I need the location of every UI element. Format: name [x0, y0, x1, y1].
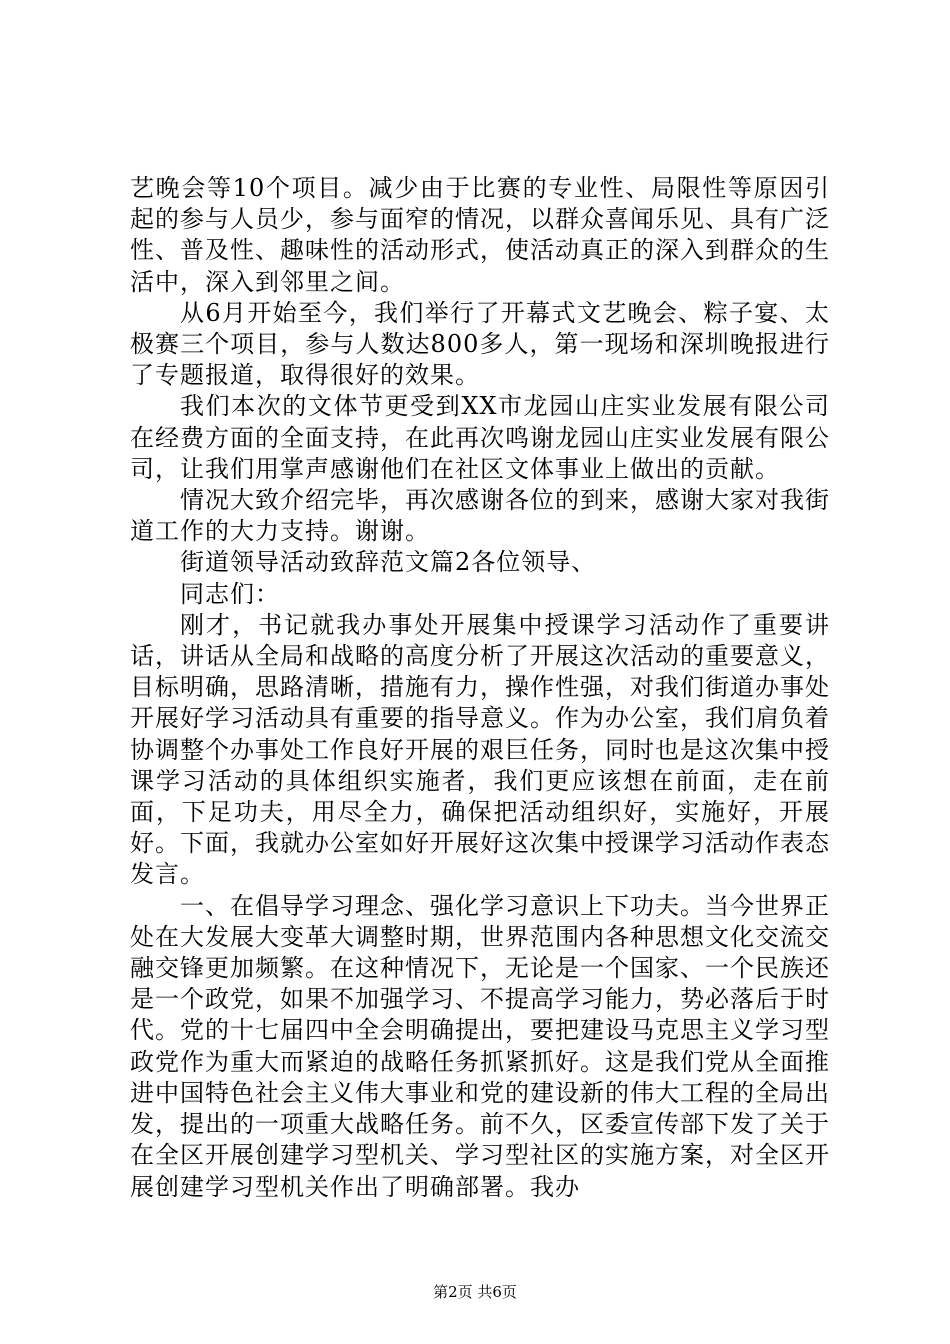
section-heading: 街道领导活动致辞范文篇2各位领导、	[180, 548, 597, 577]
paragraph-3: 我们本次的文体节更受到XX市龙园山庄实业发展有限公司在经费方面的全面支持，在此再次鸣谢龙园山庄实业发展有限公司，让我们用掌声感谢他们在社区文体事业上做出的贡献。	[130, 392, 830, 483]
salutation: 同志们：	[180, 579, 280, 608]
document-body	[130, 173, 830, 1203]
paragraph-8: 一、在倡导学习理念、强化学习意识上下功夫。当今世界正处在大发展大变革大调整时期，世界范围内各种思想文化交流交融交锋更加频繁。在这种情况下，无论是一个国家、一个民族还是一个政党，如果不加强学习、不提高学习能力，势必落后于时代。党的十七届四中全会明确提出，要把建设马克思主义学习型政党作为重大而紧迫的战略任务抓紧抓好。这是我们党从全面推进中国特色社会主义伟大事业和党的建设新的伟大工程的全局出发，提出的一项重大战略任务。前不久，区委宣传部下发了关于在全区开展创建学习型机关、学习型社区的实施方案，对全区开展创建学习型机关作出了明确部署。我办	[130, 891, 830, 1201]
paragraph-7: 刚才，书记就我办事处开展集中授课学习活动作了重要讲话，讲话从全局和战略的高度分析了开展这次活动的重要意义，目标明确，思路清晰，措施有力，操作性强，对我们街道办事处开展好学习活动具有重要的指导意义。作为办公室，我们肩负着协调整个办事处工作良好开展的艰巨任务，同时也是这次集中授课学习活动的具体组织实施者，我们更应该想在前面，走在前面，下足功夫，用尽全力，确保把活动组织好，实施好，开展好。下面，我就办公室如好开展好这次集中授课学习活动作表态发言。	[130, 610, 830, 889]
paragraph-4: 情况大致介绍完毕，再次感谢各位的到来，感谢大家对我街道工作的大力支持。谢谢。	[130, 486, 830, 546]
paragraph-2: 从6月开始至今，我们举行了开幕式文艺晚会、粽子宴、太极赛三个项目，参与人数达800多人，第一现场和深圳晚报进行了专题报道，取得很好的效果。	[130, 298, 830, 390]
paragraph-1: 艺晚会等10个项目。减少由于比赛的专业性、局限性等原因引起的参与人员少，参与面窄的情况，以群众喜闻乐见、具有广泛性、普及性、趣味性的活动形式，使活动真正的深入到群众的生活中，深入到邻里之间。	[130, 174, 830, 296]
page-number-footer: 第2页 共6页	[433, 1283, 517, 1301]
